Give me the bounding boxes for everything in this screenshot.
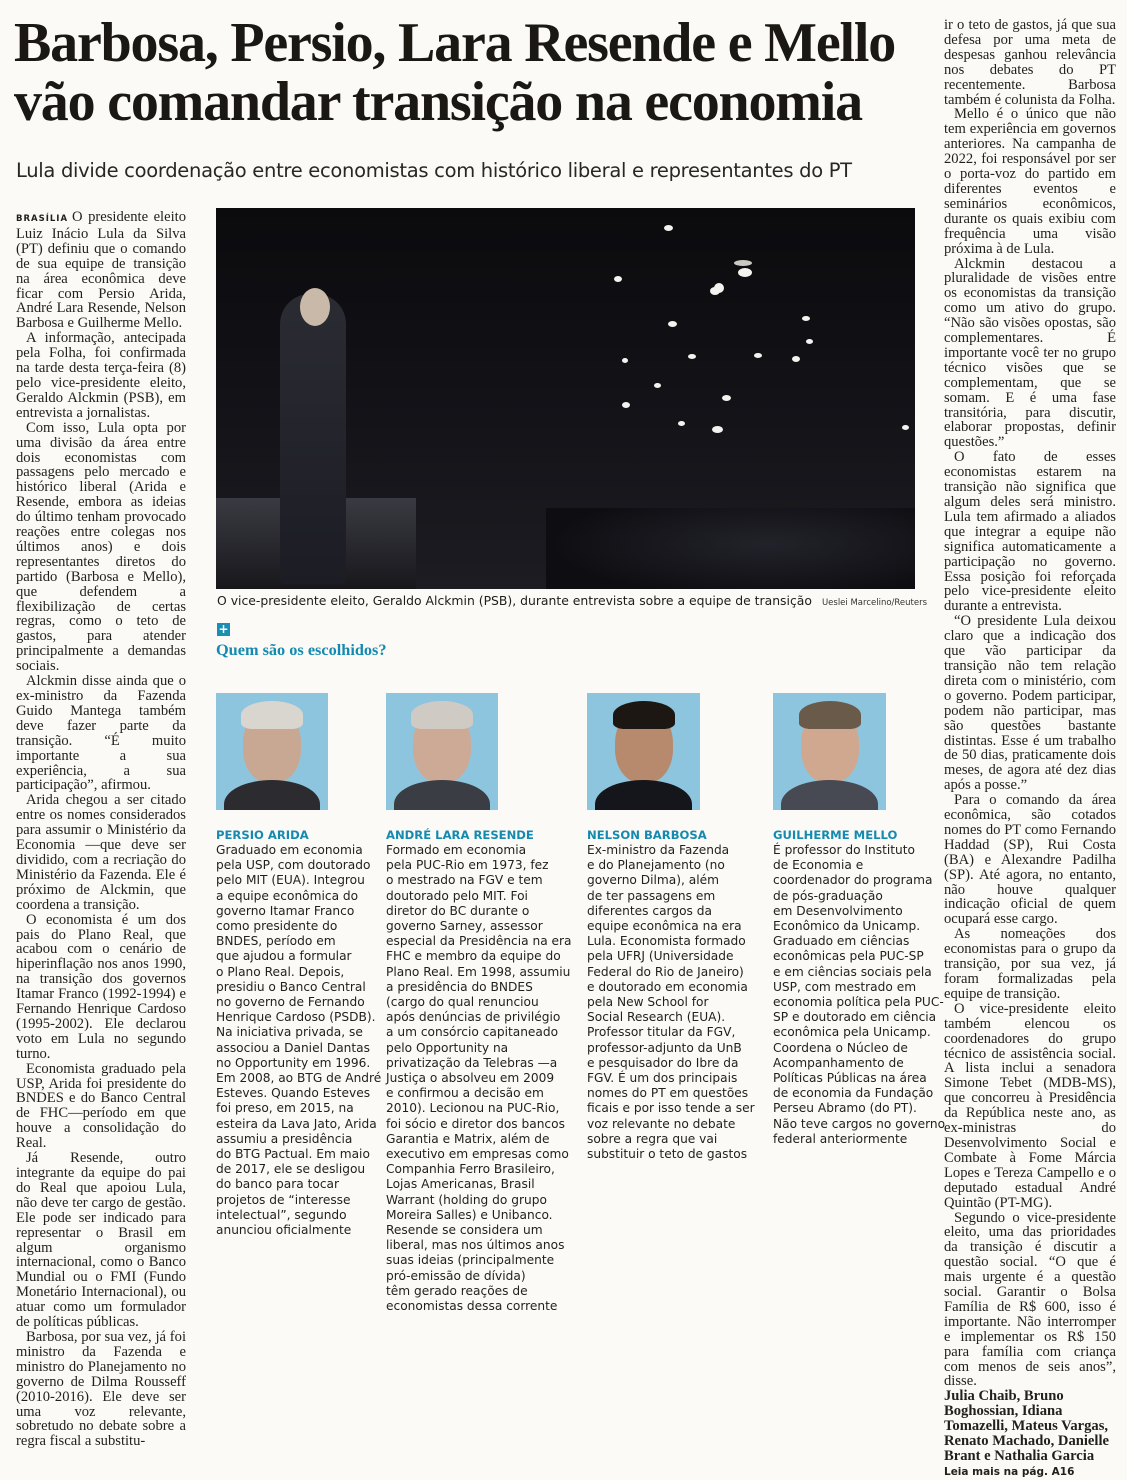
paragraph: Alckmin destacou a pluralidade de visões entre os economistas da transição como um ativo do grupo. “Não são visões opostas, são complementares. É importante você ter no grupo técnico visões que se complementam, que se somam. E é uma fase transitória, para discutir, elaborar propostas, definir questões.” [944, 255, 1116, 451]
paragraph: Para o comando da área econômica, são cotados nomes do PT como Fernando Haddad (SP), Rui Costa (BA) e Alexandre Padilha (SP). Até agora, no entanto, não houve qualquer indicação oficial de quem ocupará esse cargo. [944, 792, 1116, 928]
byline: Julia Chaib, Bruno Boghossian, Idiana Tomazelli, Mateus Vargas, Renato Machado, Danielle Brant e Nathalia Garcia [944, 1388, 1109, 1464]
paragraph: BRASÍLIA O presidente eleito Luiz Inácio Lula da Silva (PT) definiu que o comando de sua equipe de transição na área econômica deve ficar com Persio Arida, André Lara Resende, Nelson Barbosa e Guilherme Mello. [16, 209, 186, 332]
headline [14, 14, 926, 132]
paragraph: Barbosa, por sua vez, já foi ministro da Fazenda e ministro do Planejamento no governo de Dilma Rousseff (2010-2016). Ele deve ser uma voz relevante, sobretudo no debate sobre a regra fiscal a substitu- [16, 1328, 186, 1450]
paragraph: O economista é um dos pais do Plano Real, que acabou com o cenário de hiperinflação nos anos 1990, na transição dos governos Itamar Franco (1992-1994) e Fernando Henrique Cardoso (1995-2002). Ele declarou voto em Lula no segundo turno. [16, 911, 186, 1062]
subtitle: Lula divide coordenação entre economistas com histórico liberal e representantes do PT [16, 159, 852, 182]
profile-name: GUILHERME MELLO [773, 828, 898, 842]
paragraph: O vice-presidente eleito também elencou os coordenadores do grupo técnico de assistência social. A lista inclui a senadora Simone Tebet (MDB-MS), que concorreu à Presidência da República neste ano, as ex-ministras do Desenvolvimento Social e Combate à Fome Márcia Lopes e Tereza Campello e o deputado estadual André Quintão (PT-MG). [944, 1000, 1116, 1211]
photo-credit: Ueslei Marcelino/Reuters [821, 598, 928, 608]
profile-bio: Ex-ministro da Fazenda e do Planejamento (no governo Dilma), além de ter passagens em diferentes cargos da equipe econômica na era Lula. Economista formado pela UFRJ (Universidade Federal do Rio de Janeiro) e doutorado em economia pela New School for Social Research (EUA). Professor titular da FGV, professor-adjunto da UnB e pesquisador do Ibre da FGV. É um dos principais nomes do PT em questões ficais e por isso tende a ser voz relevante no debate sobre a regra que vai substituir o teto de gastos [587, 843, 755, 1162]
article-column-1 [16, 210, 186, 1449]
paragraph: “O presidente Lula deixou claro que a indicação dos que vão participar da transição não tem relação direta com o ministério, com o governo. Podem participar, podem não participar, mas são questões bastante distintas. Esse é um trabalho de 50 dias, praticamente dois meses, de agora até dez dias após a posse.” [944, 613, 1116, 794]
paragraph: Alckmin disse ainda que o ex-ministro da Fazenda Guido Mantega também deve fazer parte da transição. “É muito importante a sua experiência, a sua participação”, afirmou. [16, 673, 186, 794]
profile-bio: É professor do Instituto de Economia e coordenador do programa de pós-graduação em Desenvolvimento Econômico da Unicamp. Graduado em ciências econômicas pela PUC-SP e em ciências sociais pela USP, com mestrado em economia política pela PUC- SP e doutorado em ciência econômica pela Unicamp. Coordena o Núcleo de Acompanhamento de Políticas Públicas na área de economia da Fundação Perseu Abramo (do PT). Não teve cargos no governo federal anteriormente [773, 843, 946, 1146]
profile-name: NELSON BARBOSA [587, 828, 707, 842]
paragraph: As nomeações dos economistas para o grupo da transição, por sua vez, já foram formalizadas pela equipe de transição. [944, 926, 1116, 1002]
paragraph: Arida chegou a ser citado entre os nomes considerados para assumir o Ministério da Economia —que deve ser dividido, com a recriação do Ministério da Fazenda. Ele é próximo de Alckmin, que coordena a transição. [16, 792, 186, 913]
paragraph: Economista graduado pela USP, Arida foi presidente do BNDES e do Banco Central de FHC—período em que houve a consolidação do Real. [16, 1060, 186, 1152]
plus-icon: + [218, 622, 229, 636]
headline-line-2: vão comandar transição na economia [14, 71, 862, 133]
photo-caption: O vice-presidente eleito, Geraldo Alckmin (PSB), durante entrevista sobre a equipe de transição Ueslei Marcelino/Reuters [217, 593, 928, 608]
paragraph: O fato de esses economistas estarem na transição não significa que algum deles será ministro. Lula tem afirmado a aliados que integrar a equipe não significa automaticamente a participação no governo. Essa posição foi reforçada pelo vice-presidente eleito durante a entrevista. [944, 449, 1116, 615]
dateline: BRASÍLIA [16, 214, 69, 224]
main-photo [216, 208, 915, 589]
profile-andre-lara-resende [386, 828, 582, 1314]
box-title: Quem são os escolhidos? [216, 640, 387, 659]
paragraph: Já Resende, outro integrante da equipe do pai do Real que apoiou Lula, não deve ter cargo de gestão. Ele pode ser indicado para representar o Brasil em algum organismo internacional, como o Banco Mundial ou o FMI (Fundo Monetário Internacional), ou atuar como um formulador de políticas públicas. [16, 1150, 186, 1331]
headline-line-1: Barbosa, Persio, Lara Resende e Mello [14, 12, 895, 74]
paragraph: A informação, antecipada pela Folha, foi confirmada na tarde desta terça-feira (8) pelo vice-presidente eleito, Geraldo Alckmin (PSB), em entrevista a jornalistas. [16, 330, 186, 421]
portrait-andre-lara-resende [386, 693, 498, 810]
paragraph: ir o teto de gastos, já que sua defesa por uma meta de despesas ganhou relevância nos debates do PT recentemente. Barbosa também é colunista da Folha. [944, 17, 1116, 108]
profile-nelson-barbosa [587, 828, 769, 1162]
profile-name: PERSIO ARIDA [216, 828, 309, 842]
read-more: Leia mais na pág. A16 [944, 1465, 1075, 1478]
profile-persio-arida [216, 828, 382, 1238]
portrait-persio-arida [216, 693, 328, 810]
profile-name: ANDRÉ LARA RESENDE [386, 828, 534, 842]
profile-bio: Graduado em economia pela USP, com doutorado pelo MIT (EUA). Integrou a equipe econômica do governo Itamar Franco como presidente do BNDES, período em que ajudou a formular o Plano Real. Depois, presidiu o Banco Central no governo de Fernando Henrique Cardoso (PSDB). Na iniciativa privada, se associou a Daniel Dantas no Opportunity em 1996. Em 2008, ao BTG de André Esteves. Quando Esteves foi preso, em 2015, na esteira da Lava Jato, Arida assumiu a presidência do BTG Pactual. Em maio de 2017, ele se desligou do banco para tocar projetos de “interesse intelectual”, segundo anunciou oficialmente [216, 843, 382, 1238]
profile-bio: Formado em economia pela PUC-Rio em 1973, fez o mestrado na FGV e tem doutorado pelo MIT. Foi diretor do BC durante o governo Sarney, assessor especial da Presidência na era FHC e membro da equipe do Plano Real. Em 1998, assumiu a presidência do BNDES (cargo do qual renunciou após denúncias de privilégio a um consórcio capitaneado pelo Opportunity na privatização da Telebras —a Justiça o absolveu em 2009 e confirmou a decisão em 2010). Lecionou na PUC-Rio, foi sócio e diretor dos bancos Garantia e Matrix, além de executivo em empresas como Companhia Ferro Brasileiro, Lojas Americanas, Brasil Warrant (holding do grupo Moreira Salles) e Unibanco. Resende se considera um liberal, mas nos últimos anos suas ideias (principalmente pró-emissão de dívida) têm gerado reações de economistas dessa corrente [386, 843, 572, 1314]
paragraph: Segundo o vice-presidente eleito, uma das prioridades da transição é discutir a questão social. “O que é mais urgente é a questão social. Garantir o Bolsa Família de R$ 600, isso é importante. Não interromper e implementar os R$ 150 para família com criança com menos de seis anos”, disse. [944, 1209, 1116, 1390]
paragraph: Mello é o único que não tem experiência em governos anteriores. Na campanha de 2022, foi responsável por ser o porta-voz do partido em diferentes eventos e seminários econômicos, durante os quais exibiu com frequência uma visão próxima à de Lula. [944, 106, 1116, 257]
profile-guilherme-mello [773, 828, 946, 1147]
article-column-4 [944, 18, 1116, 1480]
portrait-guilherme-mello [773, 693, 886, 810]
portrait-nelson-barbosa [587, 693, 700, 810]
paragraph: Com isso, Lula opta por uma divisão da área entre dois economistas com passagens pelo mercado e histórico liberal (Arida e Resende, embora as ideias do último tenham provocado reações entre colegas nos últimos anos) e dois representantes diretos do partido (Barbosa e Mello), que defendem a flexibilização de certas regras, como o teto de gastos, para atender principalmente a demandas sociais. [16, 419, 186, 675]
